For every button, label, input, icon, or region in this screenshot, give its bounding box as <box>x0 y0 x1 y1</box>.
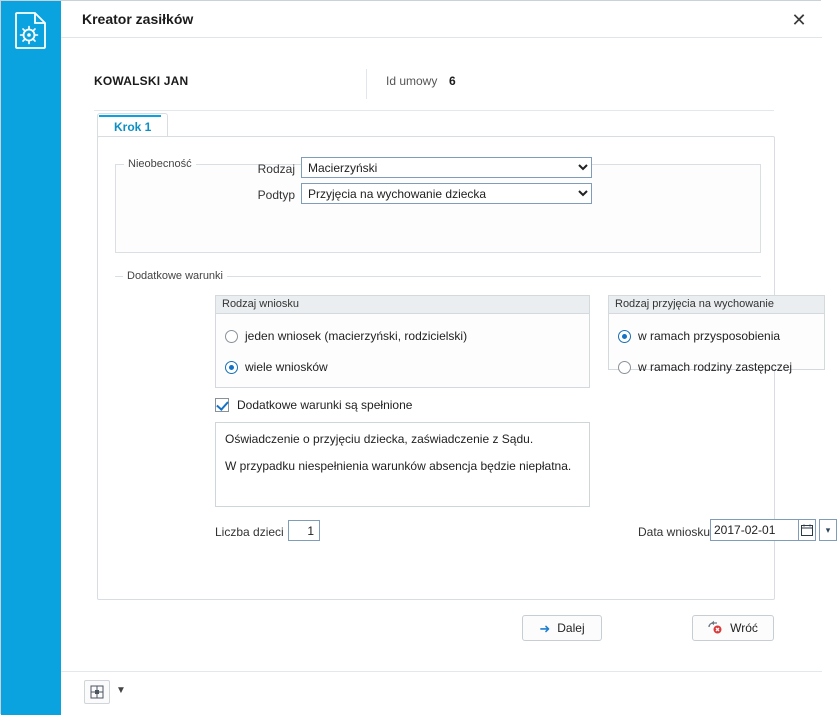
radio-rodzina-zastepcza[interactable] <box>618 360 792 374</box>
radio-rodzina-zastepcza-label: w ramach rodziny zastępczej <box>638 360 793 374</box>
absence-subtype-select[interactable] <box>301 183 592 204</box>
application-kind-header: Rodzaj wniosku <box>216 296 589 314</box>
title-bar <box>61 1 822 38</box>
radio-indicator <box>618 361 631 374</box>
contract-id-label: Id umowy <box>386 74 438 88</box>
window-title: Kreator zasiłków <box>82 11 194 27</box>
person-name: KOWALSKI JAN <box>94 74 189 88</box>
radio-jeden-wniosek-label: jeden wniosek (macierzyński, rodzicielski) <box>245 329 468 343</box>
conditions-group-legend: Dodatkowe warunki <box>127 270 223 282</box>
absence-type-select[interactable] <box>301 157 592 178</box>
tab-krok-1-label: Krok 1 <box>114 120 152 134</box>
absence-type-label: Rodzaj <box>257 162 295 176</box>
radio-jeden-wniosek[interactable] <box>225 329 467 343</box>
application-date-label: Data wniosku <box>638 525 711 539</box>
header-divider <box>366 69 367 99</box>
header-rule <box>94 110 774 111</box>
children-count-label: Liczba dzieci <box>215 525 284 539</box>
grid-tool-icon[interactable] <box>84 680 110 704</box>
step-panel <box>97 136 831 600</box>
main-content <box>61 38 831 678</box>
tab-strip <box>97 113 775 137</box>
radio-przysposobienie[interactable] <box>618 329 780 343</box>
application-date-input[interactable] <box>710 519 798 541</box>
checkbox-indicator <box>215 398 229 412</box>
radio-przysposobienie-label: w ramach przysposobienia <box>638 329 781 343</box>
document-settings-icon <box>14 11 48 49</box>
conditions-met-label: Dodatkowe warunki są spełnione <box>237 398 413 412</box>
left-rail <box>1 1 61 715</box>
tab-active-indicator <box>99 115 161 117</box>
back-button[interactable] <box>692 615 774 641</box>
bottom-bar <box>61 672 822 714</box>
adoption-kind-header: Rodzaj przyjęcia na wychowanie <box>609 296 824 314</box>
arrow-right-icon: ➜ <box>539 620 551 636</box>
next-button-label: Dalej <box>557 621 585 635</box>
header-info <box>94 69 774 103</box>
chevron-down-icon[interactable]: ▾ <box>819 519 837 541</box>
application-kind-box <box>215 295 590 388</box>
radio-indicator <box>225 330 238 343</box>
radio-indicator <box>618 330 631 343</box>
adoption-kind-box <box>608 295 825 374</box>
radio-wiele-wnioskow-label: wiele wniosków <box>245 360 328 374</box>
contract-id-value: 6 <box>449 74 456 88</box>
absence-group-legend: Nieobecność <box>128 158 192 170</box>
conditions-met-checkbox[interactable] <box>215 398 412 412</box>
children-count-input[interactable] <box>288 520 320 541</box>
note-line-2: W przypadku niespełnienia warunków absencja będzie niepłatna. <box>225 459 572 474</box>
radio-wiele-wnioskow[interactable] <box>225 360 328 374</box>
radio-indicator <box>225 361 238 374</box>
application-date-field <box>710 519 837 541</box>
close-icon[interactable]: ✕ <box>791 10 807 30</box>
calendar-icon[interactable] <box>798 519 816 541</box>
next-button[interactable] <box>522 615 602 641</box>
note-line-1: Oświadczenie o przyjęciu dziecka, zaświadczenie z Sądu. <box>225 432 534 446</box>
back-button-label: Wróć <box>730 621 758 635</box>
absence-subtype-label: Podtyp <box>257 188 295 202</box>
chevron-down-icon[interactable]: ▼ <box>116 685 126 696</box>
undo-error-icon <box>708 620 723 637</box>
conditions-note <box>215 422 590 507</box>
